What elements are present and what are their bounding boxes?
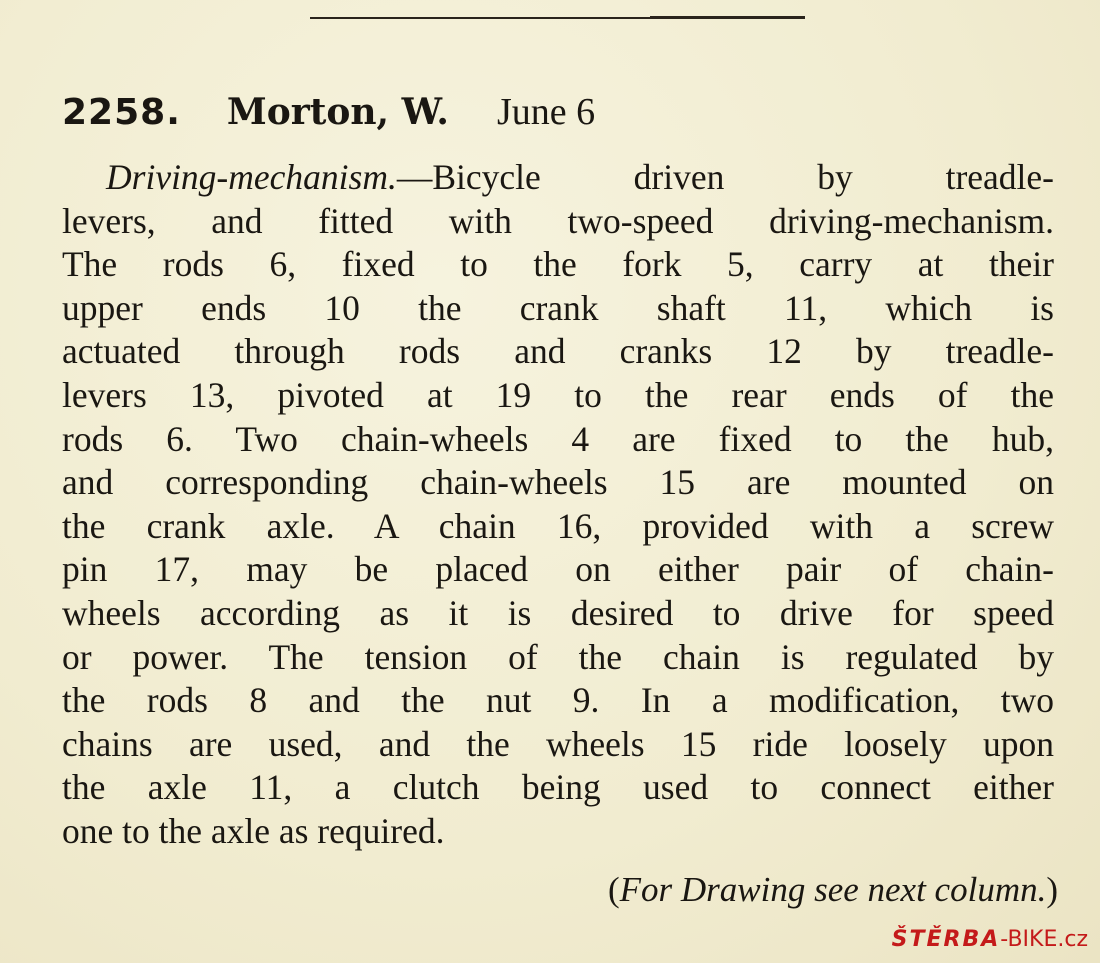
abstract-line: and corresponding chain-wheels 15 are mounted on	[62, 462, 1054, 503]
abstract-line: The rods 6, fixed to the fork 5, carry at their	[62, 244, 1054, 285]
abstract-line: the rods 8 and the nut 9. In a modification, two	[62, 680, 1054, 721]
abstract-line: the axle 11, a clutch being used to connect either	[62, 767, 1054, 808]
abstract-line: the crank axle. A chain 16, provided with a screw	[62, 505, 1054, 546]
top-divider-rule	[310, 14, 805, 22]
abstract-text	[62, 156, 1054, 854]
abstract-line: chains are used, and the wheels 15 ride loosely upon	[62, 723, 1054, 764]
abstract-line-text: —Bicycle driven by treadle-	[396, 157, 1054, 197]
divider-thick-line	[650, 16, 805, 19]
abstract-line: levers 13, pivoted at 19 to the rear ends of the	[62, 374, 1054, 415]
entry-heading	[62, 86, 595, 138]
watermark-suffix: -BIKE.cz	[1000, 927, 1088, 952]
entry-date: June 6	[496, 91, 596, 133]
site-watermark	[892, 925, 1088, 955]
abstract-line: one to the axle as required.	[62, 810, 445, 851]
abstract-line	[62, 156, 1054, 200]
inventor-name: Morton, W.	[226, 91, 449, 133]
entry-number: 2258.	[62, 92, 181, 133]
note-text: For Drawing see next column.	[619, 870, 1047, 909]
watermark-brand: ŠTĚRBA	[891, 927, 1001, 952]
note-close-paren: )	[1046, 870, 1058, 909]
abstract-line: wheels according as it is desired to drive for speed	[62, 592, 1054, 633]
drawing-reference-note	[608, 868, 1058, 912]
abstract-line: upper ends 10 the crank shaft 11, which is	[62, 287, 1054, 328]
divider-thin-line	[310, 17, 650, 19]
abstract-subject: Driving-mechanism.	[106, 157, 397, 197]
abstract-line: pin 17, may be placed on either pair of chain-	[62, 549, 1054, 590]
abstract-line: or power. The tension of the chain is regulated by	[62, 636, 1054, 677]
abstract-line: actuated through rods and cranks 12 by treadle-	[62, 331, 1054, 372]
abstract-line: levers, and fitted with two-speed driving-mechanism.	[62, 200, 1054, 241]
abstract-line: rods 6. Two chain-wheels 4 are fixed to the hub,	[62, 418, 1054, 459]
note-open-paren: (	[607, 870, 620, 909]
